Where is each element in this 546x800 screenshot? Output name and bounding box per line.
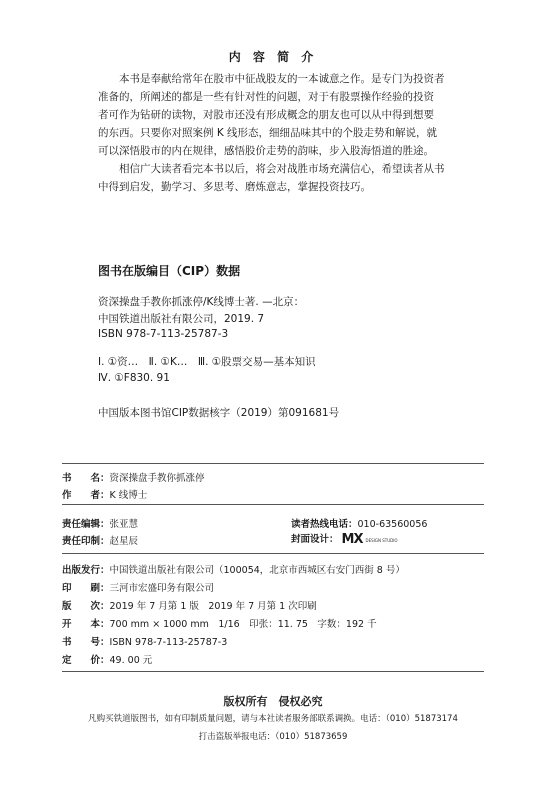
cip-line: ISBN 978-7-113-25787-3 <box>98 328 229 340</box>
book-title-row <box>62 470 205 484</box>
cip-class-line: Ⅳ. ①F830. 91 <box>98 372 170 384</box>
cip-line: 资深操盘手教你抓涨停/K线博士著. —北京： <box>98 296 305 308</box>
cip-verify-line: 中国版本图书馆CIP数据核字（2019）第091681号 <box>98 407 340 419</box>
intro-paragraph-2 <box>98 160 445 196</box>
design-studio-logo <box>341 532 398 547</box>
copyright-notice: 凡购买铁道版图书，如有印制质量问题，请与本社读者服务部联系调换。电话：（010）51873174 <box>88 714 458 724</box>
divider <box>62 504 484 505</box>
divider <box>62 463 484 464</box>
text-line: 本书是奉献给常年在股市中征战股友的一本诚意之作。是专门为投资者 <box>98 73 445 85</box>
cover-design-row <box>291 531 398 547</box>
label: 责任编辑： <box>62 519 110 530</box>
intro-paragraph-1 <box>98 70 445 160</box>
logo-mark: MX <box>341 532 363 547</box>
printing-manager-row <box>62 533 138 547</box>
label: 读者热线电话： <box>291 519 358 530</box>
text-line: 准备的，所阐述的都是一些有针对性的问题，对于有股票操作经验的投资 <box>98 91 434 103</box>
printer: 三河市宏盛印务有限公司 <box>109 583 215 594</box>
hotline-row <box>291 516 427 530</box>
divider <box>62 553 484 554</box>
price: 49. 00 元 <box>109 655 153 666</box>
label: 书 号： <box>62 637 110 648</box>
intro-title: 内 容 简 介 <box>228 50 318 64</box>
isbn: ISBN 978-7-113-25787-3 <box>109 637 228 648</box>
edition-row <box>62 598 317 612</box>
label: 定 价： <box>62 655 110 666</box>
label: 开 本： <box>62 619 110 630</box>
text-line: 的东西。只要你对照案例 K 线形态，细细品味其中的个股走势和解说，就 <box>98 127 438 139</box>
cip-title: 图书在版编目（CIP）数据 <box>98 264 241 278</box>
book-title: 资深操盘手教你抓涨停 <box>109 473 205 484</box>
label: 封面设计： <box>291 534 339 545</box>
logo-subtext: DESIGN STUDIO <box>365 538 398 543</box>
printer-row <box>62 580 214 594</box>
price-row <box>62 652 152 666</box>
label: 出版发行： <box>62 565 110 576</box>
cip-class-line: Ⅰ. ①资… Ⅱ. ①K… Ⅲ. ①股票交易—基本知识 <box>98 356 316 368</box>
text-line: 可以深悟股市的内在规律，感悟股价走势的韵味，步入股海悟道的胜途。 <box>98 145 434 157</box>
book-author-row <box>62 487 147 501</box>
printing-manager-name: 赵星辰 <box>109 536 139 547</box>
book-author: K 线博士 <box>109 490 148 501</box>
edition: 2019 年 7 月第 1 版 2019 年 7 月第 1 次印刷 <box>109 601 317 612</box>
divider <box>62 671 484 672</box>
text-line: 者可作为钻研的读物，对股市还没有形成概念的朋友也可以从中得到想要 <box>98 109 434 121</box>
editor-row <box>62 516 138 530</box>
label: 作 者： <box>62 490 110 501</box>
text-line: 相信广大读者看完本书以后，将会对战胜市场充满信心，希望读者从书 <box>98 163 445 175</box>
label: 书 名： <box>62 473 110 484</box>
label: 版 次： <box>62 601 110 612</box>
text-line: 中得到启发，勤学习、多思考、磨炼意志，掌握投资技巧。 <box>98 181 371 193</box>
isbn-row <box>62 634 227 648</box>
publisher-row <box>62 562 405 576</box>
label: 印 刷： <box>62 583 110 594</box>
cip-line: 中国铁道出版社有限公司，2019. 7 <box>98 313 265 325</box>
anti-piracy-hotline: 打击盗版举报电话：（010）51873659 <box>198 732 348 742</box>
label: 责任印制： <box>62 536 110 547</box>
format-row <box>62 616 377 630</box>
copyright-title: 版权所有 侵权必究 <box>223 695 323 708</box>
hotline-number: 010-63560056 <box>357 519 428 530</box>
format: 700 mm × 1000 mm 1/16 印张：11. 75 字数：192 千 <box>109 619 377 630</box>
publisher: 中国铁道出版社有限公司（100054，北京市西城区右安门西街 8 号） <box>109 565 405 576</box>
editor-name: 张亚慧 <box>109 519 139 530</box>
